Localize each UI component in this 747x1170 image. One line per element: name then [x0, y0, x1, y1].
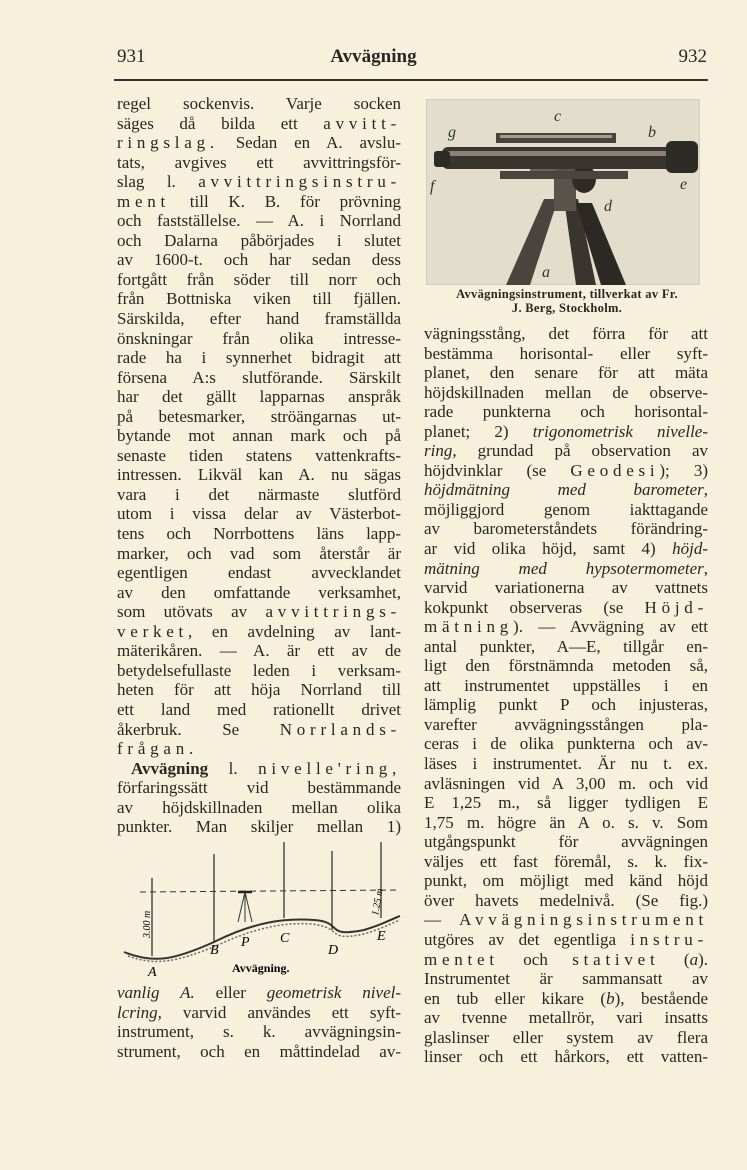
text-segment: marker, och vad som återstår är: [117, 543, 401, 563]
text-line: [117, 114, 401, 134]
text-segment: mätning med hypsotermometer: [424, 558, 704, 578]
text-line: [117, 759, 401, 779]
text-segment: planet, den senare för att mäta: [424, 363, 708, 383]
text-segment: Sedan en A. avslu-: [218, 133, 401, 153]
text-line: [424, 519, 708, 539]
left-column-continued: [117, 983, 401, 1061]
text-segment: glaslinser eller system av flera: [424, 1027, 708, 1047]
text-line: [117, 153, 401, 173]
text-segment: av barometerståndets förändring-: [424, 519, 708, 539]
text-line: [117, 720, 401, 740]
text-segment: av den omfattande verksamhet,: [117, 582, 401, 602]
text-segment: mäterikåren. — A. är ett av de: [117, 641, 401, 661]
text-segment: varefter avvägningsstången pla-: [424, 714, 708, 734]
page-title: Avvägning: [330, 46, 417, 67]
text-line: [117, 133, 401, 153]
text-segment: bytande mot annan mark och på: [117, 426, 401, 446]
text-line: [117, 485, 401, 505]
text-segment: önskningar från olika intresse-: [117, 328, 401, 348]
text-segment: väljes ett fast föremål, s. k. fix-: [424, 851, 708, 871]
text-line: [424, 480, 708, 500]
text-line: [424, 539, 708, 559]
text-segment: har det gällt lapparnas anspråk: [117, 387, 401, 407]
text-segment: ), bestående: [614, 988, 708, 1008]
text-segment: utgöres av det egentliga: [424, 929, 631, 949]
text-line: [424, 950, 708, 970]
text-segment: rade ha i synnerhet bidragit att: [117, 348, 401, 368]
text-segment: möjliggjord genom iakttagande: [424, 499, 708, 519]
text-segment: ,: [703, 480, 708, 500]
text-line: [424, 852, 708, 872]
text-segment: vägningsstång, det förra för att: [424, 324, 708, 343]
text-segment: Norrlands-: [279, 719, 401, 739]
text-line: [117, 661, 401, 681]
text-segment: Särskilda, efter hand framställda: [117, 309, 401, 329]
text-line: [117, 387, 401, 407]
text-line: [424, 402, 708, 422]
header-rule: [114, 79, 708, 81]
text-segment: heten för att höja Norrland till: [117, 680, 401, 700]
text-segment: avläsningen vid A 3,00 m. och vid: [424, 773, 708, 793]
text-segment: mentet: [424, 949, 499, 969]
text-segment: en tub eller kikare (: [424, 988, 607, 1008]
text-segment: av höjdskillnaden mellan olika: [117, 797, 401, 817]
text-segment: nivelle'ring,: [258, 758, 401, 778]
ground-profile: [124, 916, 400, 959]
text-segment: ment: [117, 191, 171, 211]
text-line: [424, 344, 708, 364]
text-segment: instru-: [630, 929, 708, 949]
text-line: [117, 641, 401, 661]
label-P: P: [241, 935, 250, 950]
text-segment: varvid variationerna av vattnets: [424, 578, 708, 598]
text-segment: ). — Avvägning av ett: [513, 617, 708, 637]
text-segment: försena A:s slutförande. Särskilt: [117, 367, 401, 387]
text-segment: mätning: [424, 617, 514, 637]
label-A: A: [148, 965, 157, 980]
reading-E: 1.25 m: [370, 887, 386, 917]
text-segment: 1,75 m. högre än A o. s. v. Som: [424, 812, 708, 832]
text-segment: betydelsefullaste leden i verksam-: [117, 660, 401, 680]
telescope-tube: [442, 147, 692, 169]
text-segment: slag l.: [117, 172, 199, 192]
text-segment: frågan.: [117, 739, 198, 759]
text-line: [424, 695, 708, 715]
text-segment: ar vid olika höjd, samt 4): [424, 539, 673, 559]
text-segment: tens och Norrbottens läns lapp-: [117, 524, 401, 544]
text-line: [424, 734, 708, 754]
label-d: d: [604, 198, 612, 215]
text-line: [424, 832, 708, 852]
entry-headword: Avvägning: [131, 758, 209, 778]
text-segment: bestämma horisontal- eller syft-: [424, 343, 708, 363]
text-segment: fortgått från söder till norr och: [117, 269, 401, 289]
diagram-caption: Avvägning.: [232, 961, 290, 975]
label-g: g: [448, 124, 456, 141]
text-segment: avvittrings-: [265, 602, 401, 622]
text-segment: att instrumentet uppställes i en: [424, 675, 708, 695]
text-segment: verket: [117, 621, 189, 641]
text-line: [117, 368, 401, 388]
label-b: b: [648, 124, 656, 141]
text-line: [424, 656, 708, 676]
label-c: c: [554, 108, 562, 125]
text-segment: Höjd-: [644, 597, 708, 617]
text-line: [117, 583, 401, 603]
text-line: [117, 426, 401, 446]
text-segment: rade punkterna och horisontal-: [424, 402, 708, 422]
text-segment: läses i instrumentet. Är nu t. ex.: [424, 754, 708, 774]
text-segment: höjdmätning med barometer: [424, 480, 704, 500]
text-line: [117, 192, 401, 212]
text-line: [117, 250, 401, 270]
text-segment: , en avdelning av lant-: [188, 621, 401, 641]
text-line: [424, 1008, 708, 1028]
text-line: [117, 94, 401, 114]
text-line: [117, 348, 401, 368]
text-line: [117, 289, 401, 309]
text-segment: egentligen endast avvecklandet: [117, 563, 401, 583]
text-segment: höjdvinklar (se: [424, 460, 571, 480]
text-line: [424, 441, 708, 461]
instrument-caption-line1: Avvägningsinstrument, tillverkat av Fr.: [456, 287, 678, 301]
label-E: E: [377, 929, 386, 944]
leveling-diagram: [114, 842, 404, 982]
instrument-tripod-icon: [238, 892, 252, 922]
text-segment: Geodesi: [570, 460, 660, 480]
text-line: [424, 910, 708, 930]
text-segment: utom i vissa delar av Västerbot-: [117, 504, 401, 524]
text-segment: ).: [698, 949, 708, 969]
text-segment: linser och ett hårkors, ett vatten-: [424, 1047, 708, 1067]
text-segment: lcring,: [117, 1002, 162, 1022]
text-line: [424, 969, 708, 989]
text-segment: av tvenne metallrör, vari insatts: [424, 1008, 708, 1028]
text-line: [424, 715, 708, 735]
text-line: [117, 446, 401, 466]
text-line: [117, 231, 401, 251]
text-line: [117, 739, 401, 759]
text-segment: ringslag.: [117, 133, 219, 153]
text-segment: vanlig A.: [117, 983, 195, 1002]
text-line: [424, 676, 708, 696]
text-line: [424, 637, 708, 657]
label-D: D: [328, 943, 339, 958]
text-segment: ); 3): [659, 460, 708, 480]
text-line: [117, 622, 401, 642]
reading-A: 3.00 m: [142, 910, 153, 938]
text-line: [117, 778, 401, 798]
instrument-caption-line2: J. Berg, Stockholm.: [511, 301, 623, 315]
text-line: [117, 329, 401, 349]
label-f: f: [430, 178, 435, 195]
text-segment: trigonometrisk nivelle-: [532, 421, 708, 441]
text-segment: som utövats av: [117, 602, 266, 622]
text-segment: tats, avgives ett avvittringsför-: [117, 152, 401, 172]
text-line: [424, 324, 708, 344]
text-line: [424, 871, 708, 891]
text-segment: punkter. Man skiljer mellan 1): [117, 817, 401, 837]
text-segment: varvid användes ett syft-: [161, 1002, 401, 1022]
text-line: [117, 1022, 401, 1042]
label-B: B: [210, 943, 219, 958]
text-line: [424, 989, 708, 1009]
text-segment: och: [498, 949, 573, 969]
text-line: [424, 461, 708, 481]
text-segment: (: [659, 949, 690, 969]
text-segment: regel sockenvis. Varje socken: [117, 94, 401, 113]
text-segment: antal punkter, A—E, tillgår en-: [424, 636, 708, 656]
text-line: [117, 309, 401, 329]
text-segment: b: [606, 988, 615, 1008]
text-segment: senaste tiden statens vattenkrafts-: [117, 445, 401, 465]
text-line: [424, 383, 708, 403]
text-segment: intressen. Likväl kan A. nu sägas: [117, 465, 401, 485]
text-line: [424, 578, 708, 598]
text-segment: E 1,25 m., så ligger tydligen E: [424, 793, 708, 813]
text-line: [117, 983, 401, 1003]
text-line: [117, 172, 401, 192]
text-segment: och fastställelse. — A. i Norrland: [117, 211, 401, 231]
text-line: [424, 559, 708, 579]
text-segment: grundad på observation av: [456, 441, 708, 461]
text-segment: eller: [194, 983, 267, 1002]
text-line: [117, 504, 401, 524]
right-column: [424, 324, 708, 1067]
text-segment: ceras i de olika punkterna och av-: [424, 734, 708, 754]
label-e: e: [680, 176, 688, 193]
text-segment: ett land med rationellt drivet: [117, 699, 401, 719]
text-line: [424, 774, 708, 794]
text-segment: Avvägningsinstrument: [459, 910, 708, 930]
text-segment: förfaringssätt vid bestämmande: [117, 778, 401, 798]
text-line: [117, 211, 401, 231]
text-line: [424, 891, 708, 911]
text-segment: strument, och en måttindelad av-: [117, 1041, 401, 1061]
text-segment: vara i det närmaste slutförd: [117, 484, 401, 504]
text-segment: av 1600-t. och har sedan dess: [117, 250, 401, 270]
text-line: [424, 1028, 708, 1048]
text-line: [117, 1003, 401, 1023]
label-a: a: [542, 264, 550, 281]
instrument-caption: [420, 287, 714, 315]
text-segment: ring,: [424, 441, 457, 461]
text-segment: Instrumentet är sammansatt av: [424, 969, 708, 989]
text-line: [117, 270, 401, 290]
text-line: [117, 798, 401, 818]
sight-line: [140, 890, 399, 892]
text-segment: stativet: [572, 949, 660, 969]
text-segment: på betesmarker, ströängarnas ut-: [117, 406, 401, 426]
text-segment: ,: [703, 558, 708, 578]
text-line: [117, 465, 401, 485]
text-line: [117, 817, 401, 837]
text-segment: kokpunkt observeras (se: [424, 597, 645, 617]
text-line: [424, 422, 708, 442]
text-line: [424, 793, 708, 813]
text-line: [424, 617, 708, 637]
text-segment: över havets medelnivå. (Se fig.): [424, 890, 708, 910]
leveling-instrument-photo: [426, 99, 700, 285]
text-line: [117, 1042, 401, 1062]
text-line: [424, 930, 708, 950]
text-segment: från Bottniska viken till fjällen.: [117, 289, 401, 309]
text-segment: avvittringsinstru-: [198, 172, 401, 192]
text-line: [117, 680, 401, 700]
text-segment: avvitt-: [323, 113, 401, 133]
text-segment: lämplig punkt P och injusteras,: [424, 695, 708, 715]
left-column: [117, 94, 401, 837]
text-line: [424, 813, 708, 833]
text-line: [424, 500, 708, 520]
text-segment: höjdskillnaden mellan de observe-: [424, 382, 708, 402]
text-segment: och Dalarna påbörjades i slutet: [117, 230, 401, 250]
text-segment: punkt, om möjligt med känd höjd: [424, 871, 708, 891]
text-segment: —: [424, 910, 460, 930]
text-line: [117, 544, 401, 564]
text-line: [117, 407, 401, 427]
text-segment: a: [689, 949, 699, 969]
text-segment: l.: [208, 758, 259, 778]
page-number-right: 932: [678, 46, 707, 67]
text-segment: geometrisk nivel-: [266, 983, 401, 1002]
text-segment: höjd-: [672, 539, 708, 559]
text-segment: till K. B. för prövning: [170, 191, 401, 211]
text-line: [424, 754, 708, 774]
text-line: [117, 700, 401, 720]
text-line: [424, 1047, 708, 1067]
text-segment: planet; 2): [424, 421, 533, 441]
text-segment: instrument, s. k. avvägningsin-: [117, 1022, 401, 1042]
text-segment: utgångspunkt för avvägningen: [424, 832, 708, 852]
page-number-left: 931: [117, 46, 146, 67]
text-line: [424, 363, 708, 383]
text-line: [117, 563, 401, 583]
text-line: [424, 598, 708, 618]
text-line: [117, 602, 401, 622]
text-segment: åkerbruk. Se: [117, 719, 280, 739]
text-line: [117, 524, 401, 544]
text-segment: ligt den förstnämnda metoden så,: [424, 656, 708, 676]
text-segment: säges då bilda ett: [117, 113, 324, 133]
label-C: C: [280, 931, 290, 946]
